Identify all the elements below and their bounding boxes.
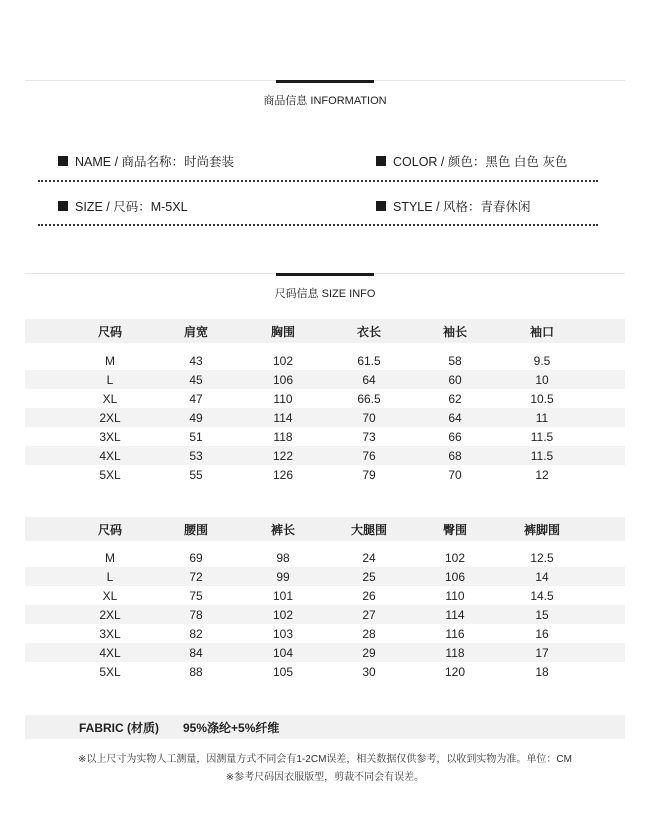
table-row: [25, 465, 625, 484]
table-cell: 5XL: [99, 467, 121, 482]
table-row: [25, 567, 625, 586]
table-cell: M: [105, 353, 115, 368]
header-cell: 胸围: [270, 324, 295, 339]
table-cell: 15: [535, 607, 549, 622]
fabric-value: 95%涤纶+5%纤维: [183, 720, 280, 735]
table-cell: 69: [189, 550, 203, 565]
fit-note: ※参考尺码因衣服版型，剪裁不同会有误差。: [225, 772, 425, 783]
table-row: [25, 427, 625, 446]
table-cell: 64: [448, 410, 462, 425]
info-section-title: 商品信息 INFORMATION: [263, 95, 387, 107]
table-cell: 24: [362, 550, 376, 565]
table-cell: 79: [362, 467, 376, 482]
table-cell: 55: [189, 467, 203, 482]
table-cell: 58: [448, 353, 462, 368]
header-cell: 肩宽: [183, 324, 208, 339]
fabric-bar: [25, 715, 625, 739]
table-cell: 102: [444, 550, 466, 565]
table-cell: 2XL: [99, 607, 121, 622]
table-row: [25, 389, 625, 408]
table-cell: 3XL: [99, 429, 121, 444]
table-cell: 11.5: [530, 429, 554, 444]
table-cell: 84: [189, 645, 203, 660]
table-cell: 73: [362, 429, 376, 444]
table-cell: 16: [535, 626, 549, 641]
measurement-note: ※以上尺寸为实物人工测量，因测量方式不同会有1-2CM误差，相关数据仅供参考，以收到实物为准。单位：CM: [78, 754, 572, 765]
table-cell: 14: [535, 569, 549, 584]
table-cell: 72: [189, 569, 203, 584]
size-title-bar: [276, 273, 374, 276]
table-row: [25, 408, 625, 427]
table-cell: 106: [272, 372, 294, 387]
table-row: [25, 586, 625, 605]
table-cell: 110: [273, 391, 293, 406]
table-cell: 28: [362, 626, 376, 641]
table-row: [25, 446, 625, 465]
header-cell: 尺码: [97, 324, 122, 339]
table-cell: 4XL: [99, 448, 121, 463]
table-row: [25, 370, 625, 389]
table-row: [25, 624, 625, 643]
table-cell: 82: [189, 626, 203, 641]
table-cell: 29: [362, 645, 376, 660]
square-bullet-icon: [58, 156, 68, 166]
header-cell: 衣长: [356, 324, 381, 339]
table-cell: 30: [362, 664, 376, 679]
table-cell: 116: [445, 626, 465, 641]
table-cell: 9.5: [533, 353, 551, 368]
table-cell: 68: [448, 448, 462, 463]
table-cell: 11.5: [530, 448, 554, 463]
table-header: [25, 517, 625, 541]
table-cell: 114: [273, 410, 293, 425]
table-cell: 101: [272, 588, 294, 603]
table-cell: 98: [276, 550, 290, 565]
table-cell: 102: [272, 607, 294, 622]
header-cell: 臀围: [442, 522, 467, 537]
table-cell: 61.5: [357, 353, 381, 368]
table-row: [25, 548, 625, 567]
table-cell: 70: [448, 467, 462, 482]
table-row: [25, 351, 625, 370]
table-cell: 18: [535, 664, 549, 679]
table-cell: 114: [445, 607, 465, 622]
product-style: [376, 197, 531, 215]
table-cell: 70: [362, 410, 376, 425]
product-name: [58, 152, 234, 170]
fabric-label: FABRIC (材质): [79, 720, 159, 735]
table-cell: 118: [273, 429, 293, 444]
table-cell: 51: [189, 429, 203, 444]
table-cell: XL: [102, 588, 118, 603]
table-cell: 45: [189, 372, 203, 387]
product-size-text: SIZE / 尺码：M-5XL: [75, 200, 188, 214]
header-cell: 裤长: [270, 522, 295, 537]
table-cell: 43: [189, 353, 203, 368]
square-bullet-icon: [58, 201, 68, 211]
table-cell: 102: [272, 353, 294, 368]
table-cell: L: [106, 569, 114, 584]
product-color-text: COLOR / 颜色：黑色 白色 灰色: [393, 155, 568, 169]
header-cell: 大腿围: [350, 522, 387, 537]
table-cell: 66.5: [357, 391, 381, 406]
table-cell: 53: [189, 448, 203, 463]
table-cell: 126: [272, 467, 294, 482]
table-cell: 26: [362, 588, 376, 603]
table-cell: XL: [102, 391, 118, 406]
table-header: [25, 319, 625, 343]
table-cell: 17: [535, 645, 549, 660]
table-cell: L: [106, 372, 114, 387]
table-cell: 106: [444, 569, 466, 584]
table-cell: 110: [445, 588, 465, 603]
header-cell: 裤脚围: [523, 522, 560, 537]
table-cell: 27: [362, 607, 376, 622]
table-cell: 88: [189, 664, 203, 679]
product-color: [376, 152, 567, 170]
table-cell: 3XL: [99, 626, 121, 641]
table-cell: 104: [272, 645, 294, 660]
table-cell: 49: [189, 410, 203, 425]
header-cell: 腰围: [183, 522, 208, 537]
table-cell: 62: [448, 391, 462, 406]
table-cell: 122: [272, 448, 294, 463]
table-cell: 66: [448, 429, 462, 444]
table-cell: 118: [445, 645, 465, 660]
info-title-bar: [276, 80, 374, 83]
header-cell: 袖长: [442, 324, 467, 339]
table-cell: 105: [272, 664, 294, 679]
table-cell: 78: [189, 607, 203, 622]
table-cell: 14.5: [530, 588, 554, 603]
product-style-text: STYLE / 风格：青春休闲: [393, 200, 531, 214]
table-cell: 12.5: [530, 550, 554, 565]
table-cell: 47: [189, 391, 203, 406]
bottom-size-table: [25, 517, 625, 687]
square-bullet-icon: [376, 156, 386, 166]
table-cell: M: [105, 550, 115, 565]
table-cell: 99: [276, 569, 290, 584]
table-cell: 103: [272, 626, 294, 641]
table-cell: 64: [362, 372, 376, 387]
table-cell: 25: [362, 569, 376, 584]
table-cell: 11: [535, 410, 549, 425]
product-size: [58, 197, 188, 215]
table-row: [25, 643, 625, 662]
table-cell: 120: [444, 664, 466, 679]
dotted-divider: [38, 224, 598, 226]
table-cell: 10.5: [530, 391, 554, 406]
table-row: [25, 605, 625, 624]
product-name-text: NAME / 商品名称：时尚套装: [75, 155, 235, 169]
table-cell: 60: [448, 372, 462, 387]
square-bullet-icon: [376, 201, 386, 211]
table-cell: 12: [535, 467, 549, 482]
table-cell: 5XL: [99, 664, 121, 679]
table-cell: 75: [189, 588, 203, 603]
table-cell: 2XL: [99, 410, 121, 425]
table-cell: 4XL: [99, 645, 121, 660]
table-cell: 10: [535, 372, 549, 387]
dotted-divider: [38, 180, 598, 182]
top-size-table: [25, 319, 625, 489]
header-cell: 尺码: [97, 522, 122, 537]
size-section-title: 尺码信息 SIZE INFO: [274, 288, 376, 300]
header-cell: 袖口: [529, 324, 554, 339]
table-row: [25, 662, 625, 681]
table-cell: 76: [362, 448, 376, 463]
